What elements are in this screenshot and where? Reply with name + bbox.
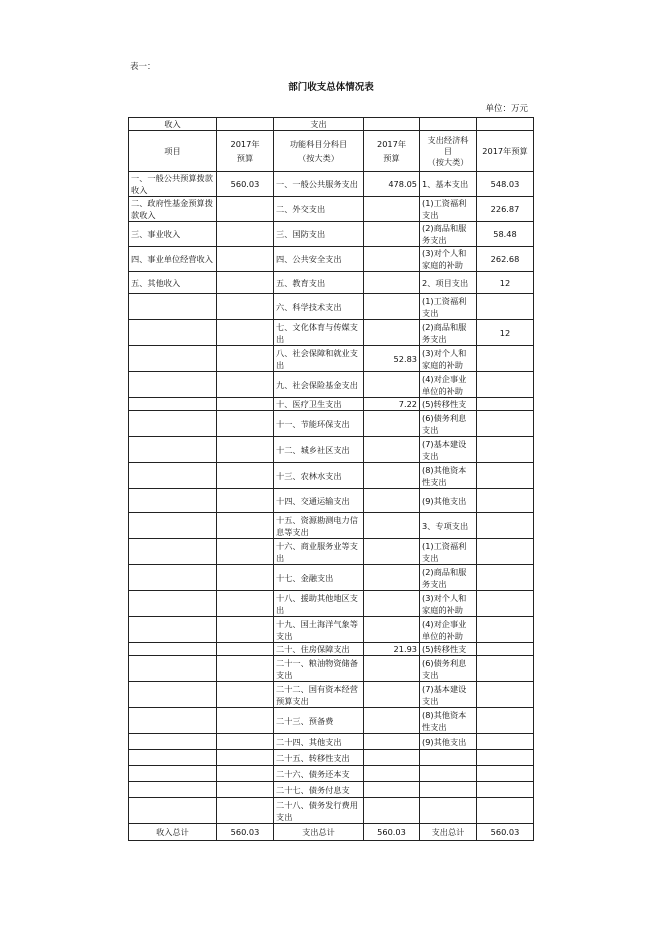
income-item-cell bbox=[129, 398, 217, 411]
func-amount-cell bbox=[364, 463, 420, 489]
func-class-cell: 九、社会保险基金支出 bbox=[274, 372, 364, 398]
income-amount-cell bbox=[217, 398, 274, 411]
econ-class-cell: (2)商品和服务支出 bbox=[420, 222, 477, 247]
econ-class-cell: (4)对企事业单位的补助 bbox=[420, 617, 477, 643]
income-item-cell bbox=[129, 798, 217, 824]
func-amount-cell bbox=[364, 539, 420, 565]
income-item-cell bbox=[129, 591, 217, 617]
func-class-cell: 二十五、转移性支出 bbox=[274, 750, 364, 766]
income-amount-cell bbox=[217, 591, 274, 617]
empty-header-cell bbox=[420, 118, 477, 131]
econ-amount-cell bbox=[477, 294, 534, 320]
income-item-cell bbox=[129, 513, 217, 539]
income-item-cell bbox=[129, 320, 217, 346]
func-amount-cell bbox=[364, 708, 420, 734]
table-row bbox=[129, 489, 534, 513]
group-header-row bbox=[129, 118, 534, 131]
func-amount-cell bbox=[364, 294, 420, 320]
income-item-cell bbox=[129, 782, 217, 798]
income-amount-cell bbox=[217, 320, 274, 346]
func-class-cell: 六、科学技术支出 bbox=[274, 294, 364, 320]
econ-class-cell: (1)工资福利支出 bbox=[420, 294, 477, 320]
econ-class-cell: 2、项目支出 bbox=[420, 272, 477, 294]
income-amount-cell bbox=[217, 437, 274, 463]
func-amount-cell bbox=[364, 513, 420, 539]
income-amount-cell bbox=[217, 782, 274, 798]
func-amount-cell bbox=[364, 489, 420, 513]
econ-amount-cell bbox=[477, 513, 534, 539]
income-amount-cell bbox=[217, 463, 274, 489]
totals-row bbox=[129, 824, 534, 841]
func-class-cell: 七、文化体育与传媒支出 bbox=[274, 320, 364, 346]
empty-header-cell bbox=[364, 118, 420, 131]
income-amount-cell bbox=[217, 750, 274, 766]
table-row bbox=[129, 798, 534, 824]
func-amount-cell bbox=[364, 272, 420, 294]
income-amount-cell bbox=[217, 617, 274, 643]
table-row bbox=[129, 247, 534, 272]
econ-amount-cell bbox=[477, 750, 534, 766]
econ-amount-cell: 12 bbox=[477, 272, 534, 294]
econ-amount-cell: 12 bbox=[477, 320, 534, 346]
budget-table bbox=[128, 117, 534, 841]
table-row bbox=[129, 463, 534, 489]
econ-class-cell: (5)转移性支 bbox=[420, 643, 477, 656]
func-class-cell: 二十三、预备费 bbox=[274, 708, 364, 734]
func-amount-cell: 21.93 bbox=[364, 643, 420, 656]
func-amount-cell bbox=[364, 320, 420, 346]
func-class-cell: 二十一、粮油物资储备支出 bbox=[274, 656, 364, 682]
table-row bbox=[129, 437, 534, 463]
econ-amount-cell: 548.03 bbox=[477, 172, 534, 197]
func-class-cell: 五、教育支出 bbox=[274, 272, 364, 294]
func-class-cell: 二十六、债务还本支 bbox=[274, 766, 364, 782]
income-group-header: 收入 bbox=[129, 118, 217, 131]
income-amount-cell bbox=[217, 513, 274, 539]
income-item-cell bbox=[129, 750, 217, 766]
income-amount-cell bbox=[217, 682, 274, 708]
econ-class-cell bbox=[420, 798, 477, 824]
econ-amount-cell bbox=[477, 372, 534, 398]
table-row bbox=[129, 372, 534, 398]
econ-class-cell: (1)工资福利支出 bbox=[420, 197, 477, 222]
func-class-cell: 二十八、债务发行费用支出 bbox=[274, 798, 364, 824]
income-item-cell bbox=[129, 656, 217, 682]
table-number-label: 表一： bbox=[130, 62, 156, 72]
income-total-label: 收入总计 bbox=[129, 824, 217, 841]
econ-amount-cell bbox=[477, 766, 534, 782]
econ-class-cell: (7)基本建设支出 bbox=[420, 437, 477, 463]
func-class-cell: 十四、交通运输支出 bbox=[274, 489, 364, 513]
func-amount-cell bbox=[364, 197, 420, 222]
econ-class-cell: (1)工资福利支出 bbox=[420, 539, 477, 565]
econ-class-cell: (8)其他资本性支出 bbox=[420, 708, 477, 734]
table-row bbox=[129, 272, 534, 294]
func-total-label: 支出总计 bbox=[274, 824, 364, 841]
func-class-cell: 十三、农林水支出 bbox=[274, 463, 364, 489]
table-row bbox=[129, 766, 534, 782]
table-row bbox=[129, 617, 534, 643]
func-class-cell: 十八、援助其他地区支出 bbox=[274, 591, 364, 617]
econ-class-cell bbox=[420, 766, 477, 782]
income-amount-cell bbox=[217, 643, 274, 656]
income-amount-cell bbox=[217, 222, 274, 247]
econ-class-cell: (2)商品和服务支出 bbox=[420, 320, 477, 346]
econ-amount-cell bbox=[477, 734, 534, 750]
econ-amount-cell bbox=[477, 798, 534, 824]
income-amount-cell bbox=[217, 272, 274, 294]
econ-class-cell: (6)债务利息支出 bbox=[420, 656, 477, 682]
econ-class-cell: (9)其他支出 bbox=[420, 734, 477, 750]
income-item-cell: 二、政府性基金预算拨款收入 bbox=[129, 197, 217, 222]
income-item-cell bbox=[129, 539, 217, 565]
func-class-cell: 一、一般公共服务支出 bbox=[274, 172, 364, 197]
econ-amount-cell bbox=[477, 398, 534, 411]
income-amount-cell bbox=[217, 247, 274, 272]
income-item-cell bbox=[129, 682, 217, 708]
func-class-cell: 二十四、其他支出 bbox=[274, 734, 364, 750]
income-item-cell bbox=[129, 372, 217, 398]
income-total-amount: 560.03 bbox=[217, 824, 274, 841]
income-item-cell: 一、一般公共预算拨款收入 bbox=[129, 172, 217, 197]
table-row bbox=[129, 172, 534, 197]
func-amount-cell: 7.22 bbox=[364, 398, 420, 411]
econ-class-cell: (3)对个人和家庭的补助 bbox=[420, 591, 477, 617]
income-amount-cell bbox=[217, 734, 274, 750]
econ-class-cell: 3、专项支出 bbox=[420, 513, 477, 539]
func-class-cell: 二、外交支出 bbox=[274, 197, 364, 222]
func-amount-cell bbox=[364, 798, 420, 824]
table-row bbox=[129, 346, 534, 372]
income-item-cell bbox=[129, 617, 217, 643]
income-item-cell bbox=[129, 294, 217, 320]
func-amount-cell bbox=[364, 247, 420, 272]
income-item-cell bbox=[129, 565, 217, 591]
unit-note: 单位：万元 bbox=[485, 104, 528, 114]
table-row bbox=[129, 782, 534, 798]
econ-amount-cell: 58.48 bbox=[477, 222, 534, 247]
econ-class-cell: 1、基本支出 bbox=[420, 172, 477, 197]
econ-amount-cell bbox=[477, 346, 534, 372]
income-amount-cell bbox=[217, 197, 274, 222]
table-row bbox=[129, 750, 534, 766]
income-amount-cell bbox=[217, 372, 274, 398]
econ-amount-cell bbox=[477, 656, 534, 682]
empty-header-cell bbox=[477, 118, 534, 131]
income-item-cell bbox=[129, 643, 217, 656]
func-amount-cell: 52.83 bbox=[364, 346, 420, 372]
income-amount-cell bbox=[217, 656, 274, 682]
func-amount-cell bbox=[364, 682, 420, 708]
income-amount-cell bbox=[217, 489, 274, 513]
econ-amount-cell bbox=[477, 437, 534, 463]
econ-amount-cell bbox=[477, 411, 534, 437]
income-amount-cell bbox=[217, 411, 274, 437]
table-row bbox=[129, 294, 534, 320]
income-item-cell bbox=[129, 734, 217, 750]
func-class-cell: 二十二、国有资本经营预算支出 bbox=[274, 682, 364, 708]
table-row bbox=[129, 197, 534, 222]
func-amount-cell bbox=[364, 782, 420, 798]
func-amount-cell bbox=[364, 591, 420, 617]
func-amount-cell bbox=[364, 750, 420, 766]
table-row bbox=[129, 643, 534, 656]
table-row bbox=[129, 682, 534, 708]
econ-amount-cell bbox=[477, 463, 534, 489]
econ-class-cell: (5)转移性支 bbox=[420, 398, 477, 411]
income-item-cell bbox=[129, 411, 217, 437]
income-amount-cell bbox=[217, 708, 274, 734]
empty-header-cell bbox=[217, 118, 274, 131]
table-row bbox=[129, 656, 534, 682]
income-item-cell bbox=[129, 346, 217, 372]
econ-amount-cell: 262.68 bbox=[477, 247, 534, 272]
col-header-budget-econ: 2017年预算 bbox=[477, 131, 534, 172]
econ-amount-cell bbox=[477, 617, 534, 643]
income-amount-cell bbox=[217, 798, 274, 824]
econ-amount-cell: 226.87 bbox=[477, 197, 534, 222]
func-class-cell: 十九、国土海洋气象等支出 bbox=[274, 617, 364, 643]
column-header-row bbox=[129, 131, 534, 172]
econ-amount-cell bbox=[477, 643, 534, 656]
func-amount-cell: 478.05 bbox=[364, 172, 420, 197]
econ-class-cell: (4)对企事业单位的补助 bbox=[420, 372, 477, 398]
func-class-cell: 十二、城乡社区支出 bbox=[274, 437, 364, 463]
econ-class-cell: (3)对个人和家庭的补助 bbox=[420, 247, 477, 272]
table-row bbox=[129, 513, 534, 539]
col-header-econ-class: 支出经济科 目 （按大类） bbox=[420, 131, 477, 172]
func-class-cell: 十、医疗卫生支出 bbox=[274, 398, 364, 411]
econ-class-cell: (3)对个人和家庭的补助 bbox=[420, 346, 477, 372]
income-item-cell bbox=[129, 708, 217, 734]
econ-amount-cell bbox=[477, 708, 534, 734]
econ-amount-cell bbox=[477, 539, 534, 565]
income-item-cell: 五、其他收入 bbox=[129, 272, 217, 294]
func-class-cell: 二十七、债务付息支 bbox=[274, 782, 364, 798]
table-row bbox=[129, 708, 534, 734]
income-amount-cell: 560.03 bbox=[217, 172, 274, 197]
table-row bbox=[129, 398, 534, 411]
func-class-cell: 三、国防支出 bbox=[274, 222, 364, 247]
econ-amount-cell bbox=[477, 591, 534, 617]
func-class-cell: 十一、节能环保支出 bbox=[274, 411, 364, 437]
income-item-cell bbox=[129, 489, 217, 513]
table-row bbox=[129, 411, 534, 437]
econ-class-cell: (8)其他资本性支出 bbox=[420, 463, 477, 489]
econ-total-label: 支出总计 bbox=[420, 824, 477, 841]
income-item-cell bbox=[129, 766, 217, 782]
income-item-cell bbox=[129, 437, 217, 463]
func-amount-cell bbox=[364, 437, 420, 463]
econ-amount-cell bbox=[477, 489, 534, 513]
table-row bbox=[129, 222, 534, 247]
econ-class-cell bbox=[420, 750, 477, 766]
econ-class-cell: (7)基本建设支出 bbox=[420, 682, 477, 708]
func-class-cell: 十七、金融支出 bbox=[274, 565, 364, 591]
func-class-cell: 十六、商业服务业等支出 bbox=[274, 539, 364, 565]
econ-class-cell: (2)商品和服务支出 bbox=[420, 565, 477, 591]
econ-class-cell: (9)其他支出 bbox=[420, 489, 477, 513]
func-class-cell: 八、社会保障和就业支出 bbox=[274, 346, 364, 372]
table-row bbox=[129, 539, 534, 565]
econ-total-amount: 560.03 bbox=[477, 824, 534, 841]
func-amount-cell bbox=[364, 766, 420, 782]
func-class-cell: 四、公共安全支出 bbox=[274, 247, 364, 272]
econ-class-cell bbox=[420, 782, 477, 798]
func-amount-cell bbox=[364, 411, 420, 437]
table-row bbox=[129, 591, 534, 617]
econ-class-cell: (6)债务利息支出 bbox=[420, 411, 477, 437]
func-amount-cell bbox=[364, 372, 420, 398]
col-header-item: 项目 bbox=[129, 131, 217, 172]
income-amount-cell bbox=[217, 766, 274, 782]
table-row bbox=[129, 320, 534, 346]
econ-amount-cell bbox=[477, 682, 534, 708]
func-total-amount: 560.03 bbox=[364, 824, 420, 841]
func-class-cell: 十五、资源勘测电力信息等支出 bbox=[274, 513, 364, 539]
expense-group-header: 支出 bbox=[274, 118, 364, 131]
func-class-cell: 二十、住房保障支出 bbox=[274, 643, 364, 656]
income-amount-cell bbox=[217, 346, 274, 372]
col-header-budget-func: 2017年 预算 bbox=[364, 131, 420, 172]
econ-amount-cell bbox=[477, 565, 534, 591]
col-header-func-class: 功能科目分科目 （按大类） bbox=[274, 131, 364, 172]
table-row bbox=[129, 565, 534, 591]
func-amount-cell bbox=[364, 565, 420, 591]
func-amount-cell bbox=[364, 656, 420, 682]
income-item-cell: 四、事业单位经营收入 bbox=[129, 247, 217, 272]
table-row bbox=[129, 734, 534, 750]
econ-amount-cell bbox=[477, 782, 534, 798]
income-amount-cell bbox=[217, 565, 274, 591]
col-header-budget-income: 2017年 预算 bbox=[217, 131, 274, 172]
income-amount-cell bbox=[217, 539, 274, 565]
income-item-cell bbox=[129, 463, 217, 489]
income-item-cell: 三、事业收入 bbox=[129, 222, 217, 247]
func-amount-cell bbox=[364, 734, 420, 750]
income-amount-cell bbox=[217, 294, 274, 320]
func-amount-cell bbox=[364, 617, 420, 643]
func-amount-cell bbox=[364, 222, 420, 247]
document-title: 部门收支总体情况表 bbox=[288, 82, 374, 93]
